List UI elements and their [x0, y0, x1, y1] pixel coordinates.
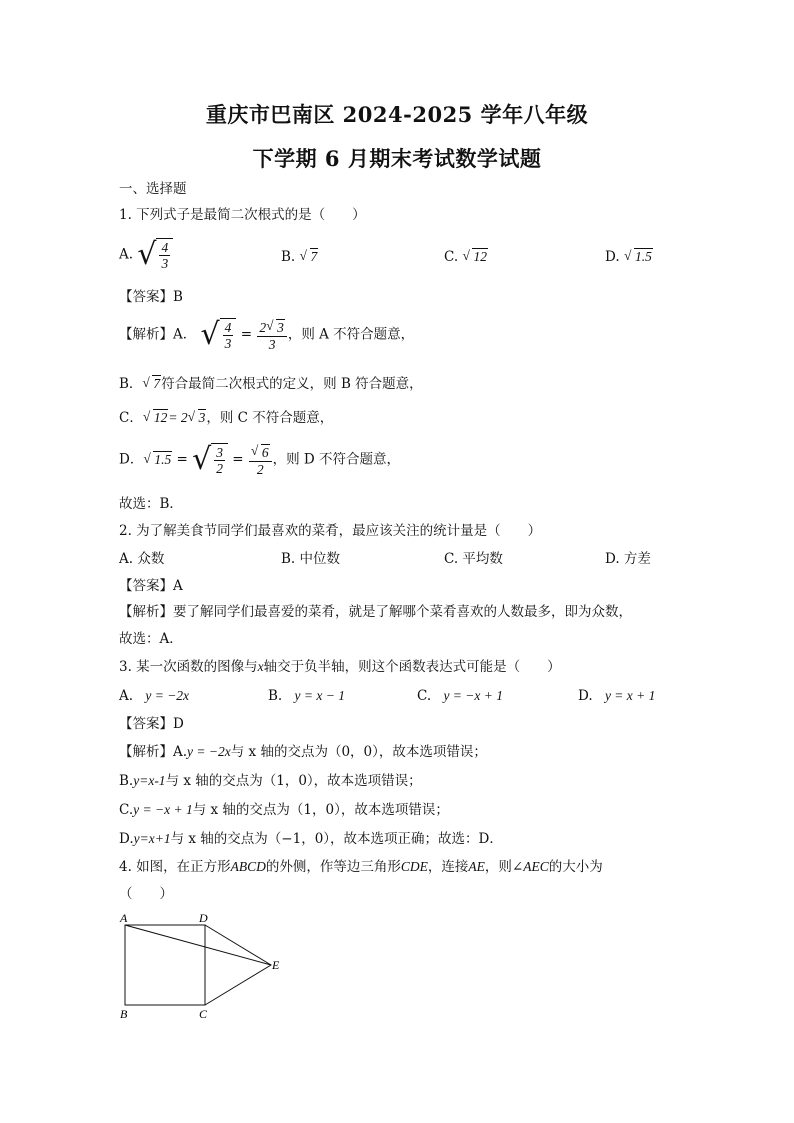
- q3-analysis-c: [119, 801, 449, 819]
- q1-analysis-c-rad2: 3: [198, 410, 206, 425]
- q1-option-d: [605, 248, 653, 266]
- q3-option-b-expr: y = x − 1: [294, 688, 345, 703]
- segment-ae: [125, 925, 271, 965]
- q1-option-a: [119, 238, 173, 272]
- q1-analysis-a-rden: 3: [268, 336, 276, 352]
- q1-conclusion: 故选：B．: [119, 496, 183, 512]
- q4-cde: CDE: [400, 859, 428, 874]
- q1-option-a-label: A.: [119, 246, 134, 263]
- vertex-c-label: C: [199, 1007, 208, 1020]
- q1-analysis-c-suffix: ，则 C 不符合题意，: [206, 410, 334, 426]
- q1-analysis-d-suffix: ，则 D 不符合题意，: [272, 451, 401, 468]
- q1-option-d-value: 1.5: [634, 249, 652, 264]
- q2-option-d: D. 方差: [605, 551, 651, 567]
- q1-analysis-b: [119, 375, 423, 393]
- q3-b-eq: y=x-1: [133, 773, 166, 788]
- q4-ae: AE: [468, 859, 485, 874]
- q1-analysis-d-rden: 2: [256, 461, 264, 477]
- square-triangle-figure: [115, 908, 295, 1020]
- q3-option-d-expr: y = x + 1: [604, 688, 656, 703]
- q1-analysis-d: D．√ 1.5 = √ $\frac{3}{2}$ = √ $\frac{6}{2}$ ，则 D 不符合题意，: [119, 443, 400, 477]
- q3-option-d-label: D.: [578, 688, 593, 704]
- q1-option-b-label: B.: [281, 249, 296, 265]
- q4-stem-line-2: （ ）: [119, 886, 173, 902]
- q1-stem: 1. 下列式子是最简二次根式的是（ ）: [119, 207, 366, 223]
- q3-a-post: 与 x 轴的交点为（0，0），故本选项错误；: [230, 744, 487, 760]
- q3-option-a-expr: y = −2x: [145, 688, 190, 703]
- q1-analysis-b-rad: 7: [153, 376, 161, 391]
- q3-c-post: 与 x 轴的交点为（1，0），故本选项错误；: [192, 802, 449, 818]
- q1-analysis-b-prefix: B．: [119, 376, 143, 392]
- q1-analysis-d-result: [249, 444, 272, 477]
- q1-option-a-num: 4: [161, 240, 169, 255]
- q1-analysis-a-coef: 2: [259, 319, 267, 335]
- q2-conclusion: 故选：A．: [119, 631, 183, 647]
- q3-option-c-label: C.: [417, 688, 432, 704]
- q1-analysis-d-radical: √ $\frac{3}{2}$: [192, 443, 228, 477]
- q1-option-d-label: D.: [605, 249, 620, 265]
- q1-analysis-c-eq: = 2: [168, 410, 188, 425]
- q3-analysis-a: [119, 743, 487, 761]
- vertex-e-label: E: [272, 958, 280, 972]
- q3-a-eq: y = −2x: [187, 744, 231, 759]
- q4-stem-pre: 4. 如图，在正方形: [119, 859, 231, 875]
- vertex-b-label: B: [120, 1007, 128, 1020]
- q1-analysis-a: 【解析】A． √ $\frac{4}{3}$ = $\frac{2√ 3}{3}$ ，则 A 不符合题意，: [119, 318, 414, 352]
- q1-analysis-a-suffix: ，则 A 不符合题意，: [287, 326, 415, 343]
- q1-analysis-prefix: 【解析】A．: [119, 326, 197, 343]
- q1-analysis-d-rad: 1.5: [154, 451, 172, 467]
- q3-option-a-label: A.: [119, 688, 134, 704]
- q2-option-a: A. 众数: [119, 551, 165, 567]
- q1-option-a-den: 3: [161, 256, 169, 271]
- q3-c-pre: C.: [119, 802, 134, 818]
- q3-stem-x: x: [257, 659, 264, 674]
- section-heading: 一、选择题: [119, 181, 187, 197]
- q3-analysis-b: [119, 772, 422, 790]
- q4-stem-mid3: ，则: [484, 859, 512, 875]
- q3-d-post: 与 x 轴的交点为（−1，0），故本选项正确；故选：D．: [170, 831, 503, 847]
- q3-b-post: 与 x 轴的交点为（1，0），故本选项错误；: [165, 773, 422, 789]
- q2-analysis: 【解析】要了解同学们最喜爱的菜肴，就是了解哪个菜肴喜欢的人数最多，即为众数，: [119, 604, 632, 620]
- triangle-cde: [205, 925, 271, 1005]
- q3-option-c-expr: y = −x + 1: [443, 688, 504, 703]
- vertex-d-label: D: [199, 911, 208, 925]
- q3-c-eq: y = −x + 1: [133, 802, 193, 817]
- q1-analysis-c-rad: 12: [153, 410, 168, 425]
- q4-stem-mid1: 的外侧，作等边三角形: [265, 859, 401, 875]
- q1-analysis-a-rad: 3: [277, 319, 284, 335]
- q2-stem: 2. 为了解美食节同学们最喜欢的菜肴，最应该关注的统计量是（ ）: [119, 523, 542, 539]
- q3-b-pre: B.: [119, 773, 134, 789]
- q1-analysis-a-result: [257, 319, 287, 352]
- q1-option-b-value: 7: [310, 249, 318, 264]
- q3-option-b-label: B.: [268, 688, 283, 704]
- q3-answer: 【答案】D: [119, 716, 184, 732]
- vertex-a-label: A: [120, 911, 128, 925]
- square-abcd: [125, 925, 205, 1005]
- q1-analysis-d-prefix: D．: [119, 451, 144, 468]
- q1-option-c-label: C.: [444, 249, 459, 265]
- q3-d-pre: D.: [119, 831, 134, 847]
- q3-stem: [119, 658, 561, 676]
- q1-analysis-a-num: 4: [224, 320, 232, 335]
- q3-option-c: [417, 687, 503, 705]
- q2-answer: 【答案】A: [119, 578, 183, 594]
- q3-option-b: [268, 687, 345, 705]
- q2-option-c: C. 平均数: [444, 551, 503, 567]
- q1-analysis-a-den: 3: [224, 336, 232, 351]
- q4-stem-post: 的大小为: [548, 859, 603, 875]
- q1-analysis-d-den: 2: [216, 461, 223, 476]
- q1-analysis-c: [119, 409, 333, 427]
- q1-analysis-b-suffix: 符合最简二次根式的定义，则 B 符合题意，: [161, 376, 423, 392]
- q2-option-b: B. 中位数: [281, 551, 341, 567]
- q1-analysis-d-rnum: 6: [261, 444, 269, 460]
- q3-option-a: [119, 687, 189, 705]
- q3-option-d: [578, 687, 655, 705]
- q4-stem: [119, 858, 603, 876]
- q1-option-b: [281, 248, 318, 266]
- title-line-1: 重庆市巴南区 2024-2025 学年八年级: [205, 102, 589, 127]
- q4-stem-mid2: ，连接: [427, 859, 469, 875]
- q3-d-eq: y=x+1: [133, 831, 171, 846]
- title-line-2: 下学期 6 月期末考试数学试题: [252, 146, 542, 171]
- q4-angle: ∠AEC: [511, 859, 549, 874]
- q4-abcd: ABCD: [230, 859, 266, 874]
- q1-analysis-c-prefix: C．: [119, 410, 143, 426]
- q3-stem-pre: 3. 某一次函数的图像与: [119, 659, 258, 675]
- q1-option-c: [444, 248, 488, 266]
- q1-answer: 【答案】B: [119, 289, 183, 305]
- q1-option-c-value: 12: [473, 249, 487, 264]
- q3-a-pre: 【解析】A.: [119, 744, 188, 760]
- q1-analysis-a-radical: √ $\frac{4}{3}$: [201, 318, 237, 352]
- q1-option-a-radical: √ $\frac{4}{3}$: [137, 238, 173, 272]
- q3-stem-post: 轴交于负半轴，则这个函数表达式可能是（ ）: [263, 659, 561, 675]
- q1-analysis-d-num: 3: [216, 445, 223, 460]
- q3-analysis-d: [119, 830, 503, 848]
